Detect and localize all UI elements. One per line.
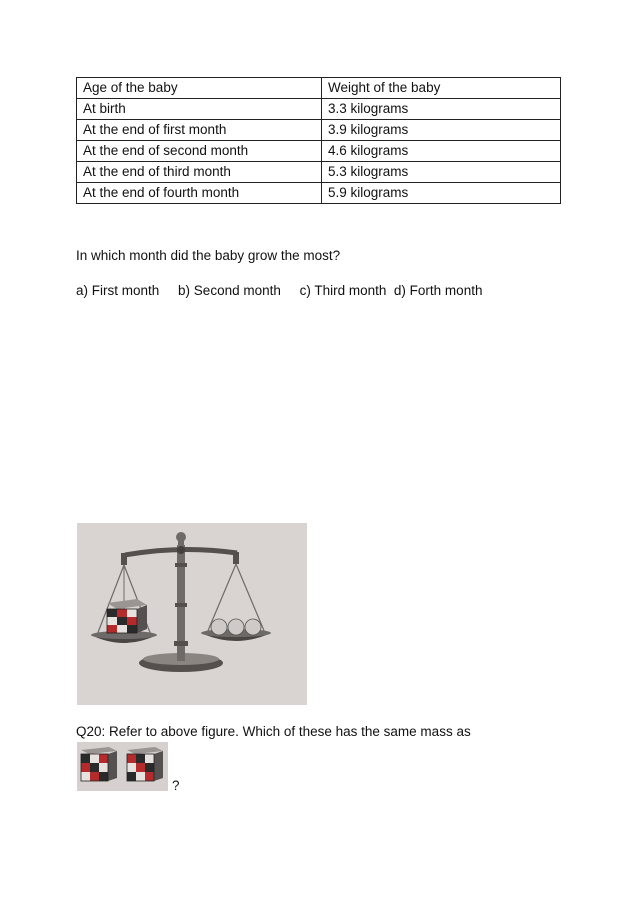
baby-weight-table — [76, 77, 561, 204]
cell-weight: 3.3 kilograms — [322, 99, 561, 120]
header-age: Age of the baby — [77, 78, 322, 99]
answer-options — [76, 283, 482, 298]
option-d: d) Forth month — [393, 283, 483, 298]
cell-age: At the end of fourth month — [77, 183, 322, 204]
cell-weight: 3.9 kilograms — [322, 120, 561, 141]
option-c: c) Third month — [299, 283, 387, 298]
question-20: Q20: Refer to above figure. Which of these has the same mass as — [76, 724, 471, 739]
table-row — [77, 120, 561, 141]
two-cubes-figure — [77, 742, 168, 791]
question-mark: ? — [172, 778, 180, 793]
cell-weight: 4.6 kilograms — [322, 141, 561, 162]
cell-age: At the end of third month — [77, 162, 322, 183]
option-a: a) First month — [76, 283, 160, 298]
cell-weight: 5.9 kilograms — [322, 183, 561, 204]
cell-age: At the end of second month — [77, 141, 322, 162]
cell-weight: 5.3 kilograms — [322, 162, 561, 183]
option-b: b) Second month — [178, 283, 281, 298]
balance-scale-icon — [77, 523, 307, 705]
table-row — [77, 162, 561, 183]
rubiks-cube-icon — [107, 599, 147, 633]
table-row — [77, 99, 561, 120]
table-row — [77, 183, 561, 204]
cell-age: At the end of first month — [77, 120, 322, 141]
table-header-row — [77, 78, 561, 99]
header-weight: Weight of the baby — [322, 78, 561, 99]
cell-age: At birth — [77, 99, 322, 120]
rubiks-cubes-icon — [77, 742, 168, 791]
balance-scale-figure — [77, 523, 307, 705]
table-row — [77, 141, 561, 162]
question-growth: In which month did the baby grow the most? — [76, 248, 341, 263]
